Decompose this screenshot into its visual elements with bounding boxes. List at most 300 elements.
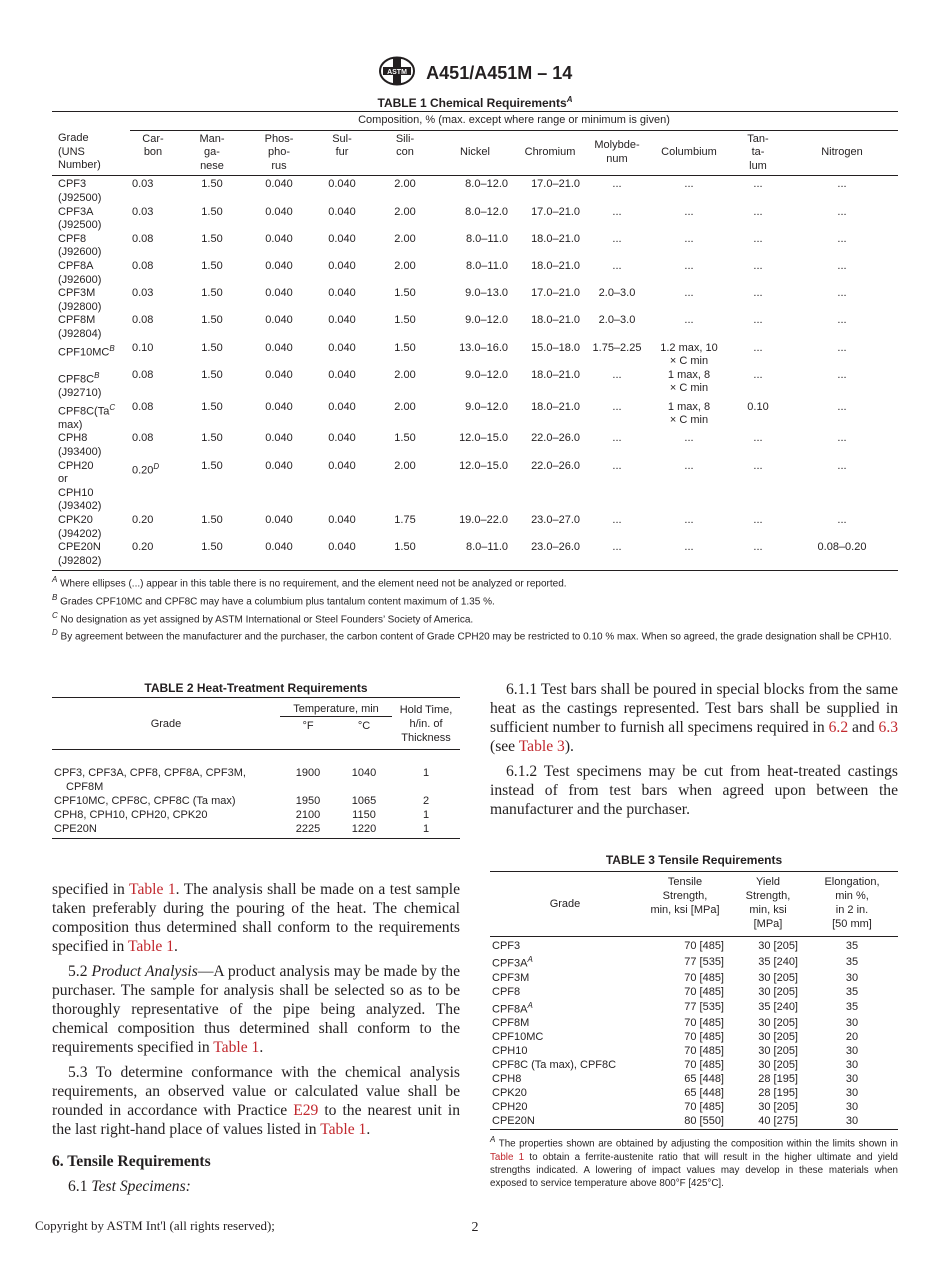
table-row [52, 287, 898, 314]
table1-grade-cell: $CPF8C^B$ (J92710) [58, 370, 102, 399]
table1-cell-ni: 9.0–13.0 [465, 287, 508, 300]
table2-cell-hold: 2 [422, 795, 430, 807]
table1-grade-cell: CPF3 (J92500) [58, 178, 102, 204]
table1-cell-ta: ... [753, 541, 763, 554]
table1-column-header: Phos- pho- rus [248, 130, 310, 176]
table1-cell-c: 0.03 [132, 287, 154, 300]
table1-cell-ni: 8.0–12.0 [465, 205, 508, 218]
table-row [490, 1100, 898, 1114]
table1-column-header: Sili- con [374, 130, 436, 176]
table1-cell-cb: ... [684, 232, 694, 245]
table2-cell-c: 1065 [351, 795, 377, 807]
table1-cell-mo: ... [612, 368, 622, 381]
table1-cell-ni: 9.0–12.0 [465, 400, 508, 413]
table1-cell-si: 1.50 [394, 541, 416, 554]
table1-cell-mn: 1.50 [201, 232, 223, 245]
table3-elongation-header: Elongation, min %, in 2 in. [50 mm] [806, 872, 898, 937]
table3-grade-cell: CPF8M [492, 1017, 530, 1030]
table1-cell-ta: ... [753, 259, 763, 272]
table3-cell-elong: 30 [806, 1114, 898, 1130]
table1-caption: TABLE 1 Chemical Requirements$^A$ [377, 95, 573, 110]
table1-cell-mn: 1.50 [201, 459, 223, 472]
table1-cell-n: ... [837, 314, 847, 327]
paragraph-6-1: 6.1 Test Specimens: [68, 1178, 191, 1195]
table1-cell-mo: ... [612, 205, 622, 218]
table3-cell-tensile: 80 [550] [640, 1114, 730, 1130]
table1-footnotes [52, 573, 898, 644]
table1-cell-n: ... [837, 341, 847, 354]
table2-grade-cell: CPH8, CPH10, CPH20, CPK20 [54, 809, 208, 821]
table3-grade-cell: CPE20N [490, 1114, 640, 1130]
table3-grade-cell: CPF10MC [492, 1031, 544, 1044]
footnote-mark: B [94, 370, 100, 380]
table1-cell-cb: ... [684, 459, 694, 472]
table1-link[interactable]: Table 1 [127, 938, 175, 955]
astm-logo [378, 56, 416, 91]
footnote-mark: D [153, 461, 160, 471]
table1-cell-ta: 0.10 [747, 400, 769, 413]
table3-cell-elong: 35 [845, 955, 859, 968]
table3-cell-yield: 35 [240] [758, 955, 798, 968]
table3-grade-cell: CPF3 [492, 940, 521, 952]
table1-cell-si: 2.00 [394, 368, 416, 381]
table3-tensile-header: Tensile Strength, min, ksi [MPa] [640, 872, 730, 937]
table3-grade-cell: CPF3M [492, 971, 530, 984]
table1-cell-s: 0.040 [328, 541, 356, 554]
table1-cell-si: 2.00 [394, 259, 416, 272]
table-row [52, 260, 898, 287]
table1-cell-s: 0.040 [328, 259, 356, 272]
table1-cell-cb: ... [684, 432, 694, 445]
table1-cell-p: 0.040 [265, 368, 293, 381]
table2-grade-header: Grade [52, 698, 280, 750]
table1-cell-ta: ... [753, 513, 763, 526]
table3-cell-tensile: 70 [485] [684, 1059, 724, 1072]
table1-cell-ni: 8.0–11.0 [465, 259, 508, 272]
table1 [52, 111, 898, 571]
table-row [52, 233, 898, 260]
footnote-mark: A [527, 1000, 533, 1010]
table1-cell-s: 0.040 [328, 314, 356, 327]
table1-cell-cb: 1.2 max, 10 × C min [660, 341, 718, 368]
table3-cell-elong: 35 [845, 1001, 859, 1014]
table1-cell-cb: ... [684, 541, 694, 554]
table-row [490, 937, 898, 954]
table2-cell-c: 1220 [336, 822, 392, 839]
table3-cell-elong: 30 [845, 971, 859, 984]
table-row [490, 1030, 898, 1044]
table1-grade-cell: CPH8 (J93400) [58, 432, 102, 458]
table3-link[interactable]: Table 3 [518, 738, 565, 755]
table-row [490, 953, 898, 971]
table3-cell-tensile: 70 [485] [684, 940, 724, 952]
table2-grade-cell: CPF3, CPF3A, CPF8, CPF8A, CPF3M, CPF8M [54, 767, 246, 793]
table1-cell-si: 1.50 [394, 432, 416, 445]
table1-cell-cb: ... [684, 287, 694, 300]
table3-grade-cell: CPH8 [492, 1073, 522, 1086]
table-row [52, 514, 898, 541]
table3-footnote: $^A$ The properties shown are obtained by adjusting the composition within the limits shown in Table 1 to obtain a ferrite-austenite ratio that will result in the higher ultimate and yield strengths indicated. A lowering of impact values may develop in these materials when exposed to service temperature above 800°F [425°C]. [490, 1135, 898, 1190]
table-row [52, 314, 898, 341]
table1-cell-ni: 9.0–12.0 [465, 368, 508, 381]
table1-footnote: $^D$ By agreement between the manufacturer and the purchaser, the carbon content of Grade CPH20 may be restricted to 0.10 % max. When so agreed, the grade designation shall be CPH10. [52, 628, 892, 643]
table3-cell-tensile: 70 [485] [684, 971, 724, 984]
table3-caption: TABLE 3 Tensile Requirements [605, 853, 783, 867]
table1-cell-cr: 18.0–21.0 [531, 232, 580, 245]
table2-cell-f: 2225 [280, 822, 336, 839]
table2-cell-hold: 1 [422, 767, 430, 779]
table3-cell-elong: 30 [845, 1101, 859, 1114]
table1-grade-cell: CPE20N (J92802) [58, 541, 102, 567]
e29-link[interactable]: E29 [293, 1102, 319, 1119]
table1-cell-si: 1.50 [394, 287, 416, 300]
table2-cell-c: 1150 [352, 809, 376, 821]
table1-cell-n: ... [837, 287, 847, 300]
table1-cell-ta: ... [753, 368, 763, 381]
table1-cell-ta: ... [753, 287, 763, 300]
table1-cell-c: 0.08 [132, 368, 154, 381]
table-row [490, 971, 898, 985]
table1-cell-p: 0.040 [265, 341, 293, 354]
table1-cell-mo: ... [612, 432, 622, 445]
table1-cell-cb: ... [684, 205, 694, 218]
table3-cell-yield: 30 [205] [758, 1031, 798, 1044]
footnote-mark: D [52, 628, 58, 638]
table1-cell-mn: 1.50 [201, 287, 223, 300]
table1-cell-ni: 8.0–11.0 [465, 541, 508, 554]
table1-cell-mo: 2.0–3.0 [598, 287, 636, 300]
table3-grade-cell: $CPF8A^A$ [492, 1000, 533, 1016]
table1-cell-cb: ... [684, 178, 694, 191]
table1-cell-c: 0.08 [132, 400, 154, 413]
table1-link[interactable]: Table 1 [320, 1121, 367, 1138]
page-number: 2 [471, 1220, 479, 1235]
table1-cell-p: 0.040 [265, 205, 293, 218]
footnote-mark: C [52, 610, 58, 620]
table1-cell-ta: ... [753, 341, 763, 354]
table-row [490, 1072, 898, 1086]
table-row [52, 342, 898, 369]
table2-cell-hold: 1 [422, 809, 430, 821]
footnote-mark: A [52, 575, 58, 584]
table1-cell-c: 0.10 [132, 341, 154, 354]
table2-c-header: °C [336, 717, 392, 750]
table1-column-header: Man- ga- nese [176, 130, 248, 176]
table1-cell-cr: 22.0–26.0 [531, 432, 580, 445]
table1-cell-s: 0.040 [328, 205, 356, 218]
table-row [52, 432, 898, 459]
table1-cell-s: 0.040 [328, 368, 356, 381]
table1-cell-mn: 1.50 [201, 513, 223, 526]
table1-cell-p: 0.040 [265, 459, 293, 472]
table-row [490, 1114, 898, 1130]
table3-cell-yield: 35 [240] [758, 1001, 798, 1014]
table1-cell-cb: 1 max, 8 × C min [667, 400, 711, 427]
table1-cell-n: ... [837, 400, 847, 413]
table1-cell-p: 0.040 [265, 178, 293, 191]
table1-cell-c: 0.08 [132, 432, 154, 445]
table1-cell-mo: ... [612, 400, 622, 413]
table1-column-header: Car- bon [130, 130, 176, 176]
table1-cell-p: 0.040 [265, 314, 293, 327]
table2-cell-hold: 1 [392, 822, 460, 839]
table1-grade-cell: CPF8A (J92600) [58, 259, 102, 286]
table1-cell-n: ... [837, 232, 847, 245]
table3-cell-yield: 30 [205] [758, 940, 798, 952]
table1-cell-mn: 1.50 [201, 178, 223, 191]
table1-cell-mo: 2.0–3.0 [598, 314, 636, 327]
table1-cell-p: 0.040 [265, 513, 293, 526]
table-row [52, 176, 898, 206]
table1-cell-n: ... [837, 432, 847, 445]
table1-cell-c: 0.03 [132, 178, 154, 191]
table3-grade-cell: CPF8C (Ta max), CPF8C [492, 1059, 617, 1072]
table1-cell-cr: 18.0–21.0 [531, 368, 580, 381]
table3-grade-cell: CPK20 [492, 1087, 527, 1100]
table1-cell-c: 0.20 [132, 541, 154, 554]
table1-cell-n: ... [837, 459, 847, 472]
table-row [490, 1058, 898, 1072]
table2-f-header: °F [280, 717, 336, 750]
table-row [490, 1016, 898, 1030]
table3-cell-elong: 30 [845, 1045, 859, 1058]
table2 [52, 697, 460, 839]
table1-grade-cell: $CPF10MC^B$ [58, 343, 115, 359]
table2-grade-cell: CPE20N [52, 822, 280, 839]
table3-cell-elong: 30 [845, 1087, 859, 1100]
table1-cell-s: 0.040 [328, 513, 356, 526]
table1-footnote: $^B$ Grades CPF10MC and CPF8C may have a columbium plus tantalum content maximum of 1.35 %. [52, 592, 495, 608]
table1-cell-ni: 13.0–16.0 [459, 341, 508, 354]
table-row [52, 541, 898, 571]
table1-cell-s: 0.040 [328, 232, 356, 245]
table1-cell-mo: ... [612, 459, 622, 472]
table1-grade-cell: CPF8 (J92600) [58, 232, 102, 259]
table-row [490, 985, 898, 999]
table1-cell-c: 0.20 [132, 513, 154, 526]
table1-cell-ni: 12.0–15.0 [459, 459, 508, 472]
table1-cell-cr: 18.0–21.0 [531, 400, 580, 413]
table1-cell-si: 2.00 [394, 459, 416, 472]
table1-cell-ni: 12.0–15.0 [459, 432, 508, 445]
table3-cell-elong: 20 [845, 1031, 859, 1044]
footnote-mark: B [109, 343, 115, 353]
table3-cell-tensile: 70 [485] [684, 1017, 724, 1030]
table3-cell-elong: 30 [845, 1017, 859, 1030]
table3-cell-elong: 30 [845, 1073, 859, 1086]
section-6-2-link[interactable]: 6.2 [828, 719, 849, 736]
page-header [0, 56, 950, 86]
table1-column-header: Tan- ta- lum [730, 130, 786, 176]
table1-cell-p: 0.040 [265, 287, 293, 300]
table1-cell-n: ... [837, 178, 847, 191]
table1-cell-mn: 1.50 [201, 259, 223, 272]
table3-yield-header: Yield Strength, min, ksi [MPa] [730, 872, 806, 937]
table3-grade-header: Grade [490, 872, 640, 937]
table2-grade-cell: CPF10MC, CPF8C, CPF8C (Ta max) [54, 795, 236, 807]
table1-cell-cr: 22.0–26.0 [531, 459, 580, 472]
table1-cell-cr: 15.0–18.0 [531, 341, 580, 354]
table3-cell-tensile: 70 [485] [684, 1031, 724, 1044]
table1-cell-cb: ... [684, 314, 694, 327]
table3-grade-cell: CPH20 [492, 1101, 528, 1114]
table3-grade-cell: CPF8 [492, 985, 521, 998]
table3-cell-tensile: 77 [535] [684, 955, 724, 968]
table3-cell-elong: 30 [845, 1059, 859, 1072]
left-body-text [52, 880, 460, 1196]
table1-column-header: Grade (UNS Number) [52, 130, 130, 176]
table3 [490, 871, 898, 1190]
paragraph-5-3: 5.3 To determine conformance with the chemical analysis requirements, an observed value or calculated value shall be rounded in accordance with Practice E29 to the nearest unit in the last right-hand place of values listed in Table 1. [52, 1064, 460, 1138]
table3-cell-yield: 30 [205] [758, 1017, 798, 1030]
table1-cell-mo: ... [612, 178, 622, 191]
paragraph-6-1-2: 6.1.2 Test specimens may be cut from heat-treated castings instead of from test bars when agreed upon between the manufacturer and the purchaser. [490, 763, 898, 818]
table1-cell-si: 2.00 [394, 232, 416, 245]
table1-cell-ta: ... [753, 314, 763, 327]
table3-cell-yield: 30 [205] [758, 971, 798, 984]
table-row [52, 808, 460, 822]
table1-cell-p: 0.040 [265, 400, 293, 413]
table3-grade-cell: CPH10 [492, 1045, 528, 1058]
table1-cell-mn: 1.50 [201, 314, 223, 327]
table-row [52, 750, 460, 795]
table3-cell-tensile: 65 [448] [684, 1087, 724, 1100]
paragraph-6-1-1: 6.1.1 Test bars shall be poured in special blocks from the same heat as the castings represented. Test bars shall be supplied in sufficient number to furnish all specimens required in 6.2 and 6.3 (see Table 3). [490, 681, 899, 755]
document-designation: A451/A451M – 14 [426, 63, 573, 83]
table1-cell-cr: 18.0–21.0 [531, 314, 580, 327]
table1-column-header: Columbium [648, 130, 730, 176]
table1-cell-ta: ... [753, 178, 763, 191]
table1-cell-p: 0.040 [265, 232, 293, 245]
table1-cell-n: ... [837, 205, 847, 218]
table1-cell-ta: ... [753, 232, 763, 245]
paragraph-5-1-continued: specified in Table 1. The analysis shall be made on a test sample taken preferably during the pouring of the heat. The chemical composition thus determined shall conform to the requirements specified in Table 1. [52, 881, 460, 955]
table-row [490, 1044, 898, 1058]
table1-cell-mn: 1.50 [201, 205, 223, 218]
table1-cell-mn: 1.50 [201, 341, 223, 354]
table-row [52, 794, 460, 808]
table3-grade-cell: $CPF3A^A$ [492, 955, 533, 970]
table1-column-header: Chromium [514, 130, 586, 176]
table3-cell-yield: 28 [195] [758, 1087, 798, 1100]
table1-cell-c: 0.08 [132, 314, 154, 327]
table1-cell-cr: 23.0–26.0 [531, 541, 580, 554]
table1-cell-cr: 17.0–21.0 [531, 287, 580, 300]
table1-grade-cell: CPF8M (J92804) [58, 314, 102, 340]
table1-cell-ni: 19.0–22.0 [459, 513, 508, 526]
table3-cell-elong: 35 [845, 985, 859, 998]
table2-cell-f: 1900 [295, 767, 321, 779]
table3-cell-tensile: 70 [485] [684, 985, 724, 998]
table2-cell-f: 1950 [295, 795, 321, 807]
table1-cell-mo: 1.75–2.25 [592, 341, 642, 354]
table-row [52, 206, 898, 233]
table1-cell-mo: ... [612, 232, 622, 245]
table2-cell-f: 2100 [295, 809, 321, 821]
table1-cell-si: 2.00 [394, 400, 416, 413]
table1-cell-s: 0.040 [328, 459, 356, 472]
table1-column-header: Molybde- num [586, 130, 648, 176]
table1-grade-cell: CPH20 or CPH10 (J93402) [58, 459, 102, 513]
table2-temp-header: Temperature, min [280, 698, 392, 717]
table1-cell-s: 0.040 [328, 178, 356, 191]
table1-cell-p: 0.040 [265, 541, 293, 554]
table1-grade-cell: $CPF8C(Ta^C$ max) [58, 402, 116, 431]
section-6-heading: 6. Tensile Requirements [52, 1153, 211, 1170]
footnote-mark: B [52, 592, 58, 602]
table1-column-header: Nickel [436, 130, 514, 176]
right-body-text [490, 680, 898, 819]
table1-cell-mn: 1.50 [201, 368, 223, 381]
table1-cell-c: 0.03 [132, 205, 154, 218]
table-row [490, 999, 898, 1017]
table1-cell-mn: 1.50 [201, 432, 223, 445]
table1-cell-mo: ... [612, 513, 622, 526]
table1-cell-s: 0.040 [328, 341, 356, 354]
table2-hold-header: Hold Time, h/in. of Thickness [392, 698, 460, 750]
table1-cell-mo: ... [612, 259, 622, 272]
section-6-3-link[interactable]: 6.3 [878, 719, 899, 736]
table1-cell-ni: 8.0–12.0 [465, 178, 508, 191]
table1-footnote: $^C$ No designation as yet assigned by ASTM International or Steel Founders’ Society of America. [52, 610, 474, 625]
table3-cell-yield: 30 [205] [758, 985, 798, 998]
table1-grade-cell: CPK20 (J94202) [58, 513, 102, 540]
table-row [490, 1086, 898, 1100]
table1-cell-c: $0.20^D$ [132, 461, 160, 477]
table3-cell-yield: 28 [195] [758, 1073, 798, 1086]
table1-grade-cell: CPF3A (J92500) [58, 205, 102, 232]
table1-cell-ni: 9.0–12.0 [465, 314, 508, 327]
table1-cell-cb: ... [684, 259, 694, 272]
table1-cell-n: ... [837, 368, 847, 381]
table1-cell-cr: 18.0–21.0 [531, 259, 580, 272]
table1-link[interactable]: Table 1 [213, 1039, 260, 1056]
table3-cell-tensile: 77 [535] [684, 1001, 724, 1014]
table1-composition-header: Composition, % (max. except where range or minimum is given) [130, 112, 898, 131]
table1-cell-n: ... [837, 513, 847, 526]
table1-cell-n: ... [837, 259, 847, 272]
table1-link[interactable]: Table 1 [490, 1151, 525, 1163]
table1-cell-si: 1.50 [394, 341, 416, 354]
table1-grade-cell: CPF3M (J92800) [58, 287, 102, 313]
table1-cell-cr: 17.0–21.0 [531, 205, 580, 218]
table-row [52, 369, 898, 401]
table2-caption: TABLE 2 Heat-Treatment Requirements [144, 681, 368, 695]
table3-cell-tensile: 70 [485] [684, 1045, 724, 1058]
table3-cell-yield: 30 [205] [758, 1101, 798, 1114]
table1-cell-si: 1.50 [394, 314, 416, 327]
table3-cell-elong: 35 [845, 940, 859, 952]
table1-cell-mn: 1.50 [201, 400, 223, 413]
footnote-mark: C [109, 402, 116, 412]
table1-column-header: Sul- fur [310, 130, 374, 176]
table1-cell-c: 0.08 [132, 232, 154, 245]
table-row [52, 401, 898, 433]
table1-link[interactable]: Table 1 [129, 881, 176, 898]
svg-text:ASTM: ASTM [386, 69, 407, 76]
table1-cell-s: 0.040 [328, 287, 356, 300]
table1-cell-ta: ... [753, 432, 763, 445]
table1-cell-cr: 23.0–27.0 [531, 513, 580, 526]
table1-cell-n: 0.08–0.20 [817, 541, 867, 554]
table1-cell-cb: 1 max, 8 × C min [667, 368, 711, 395]
table3-cell-yield: 40 [275] [730, 1114, 806, 1130]
table2-cell-c: 1040 [351, 767, 377, 779]
table1-cell-s: 0.040 [328, 432, 356, 445]
table1-cell-s: 0.040 [328, 400, 356, 413]
table-row [52, 822, 460, 839]
table1-cell-c: 0.08 [132, 259, 154, 272]
